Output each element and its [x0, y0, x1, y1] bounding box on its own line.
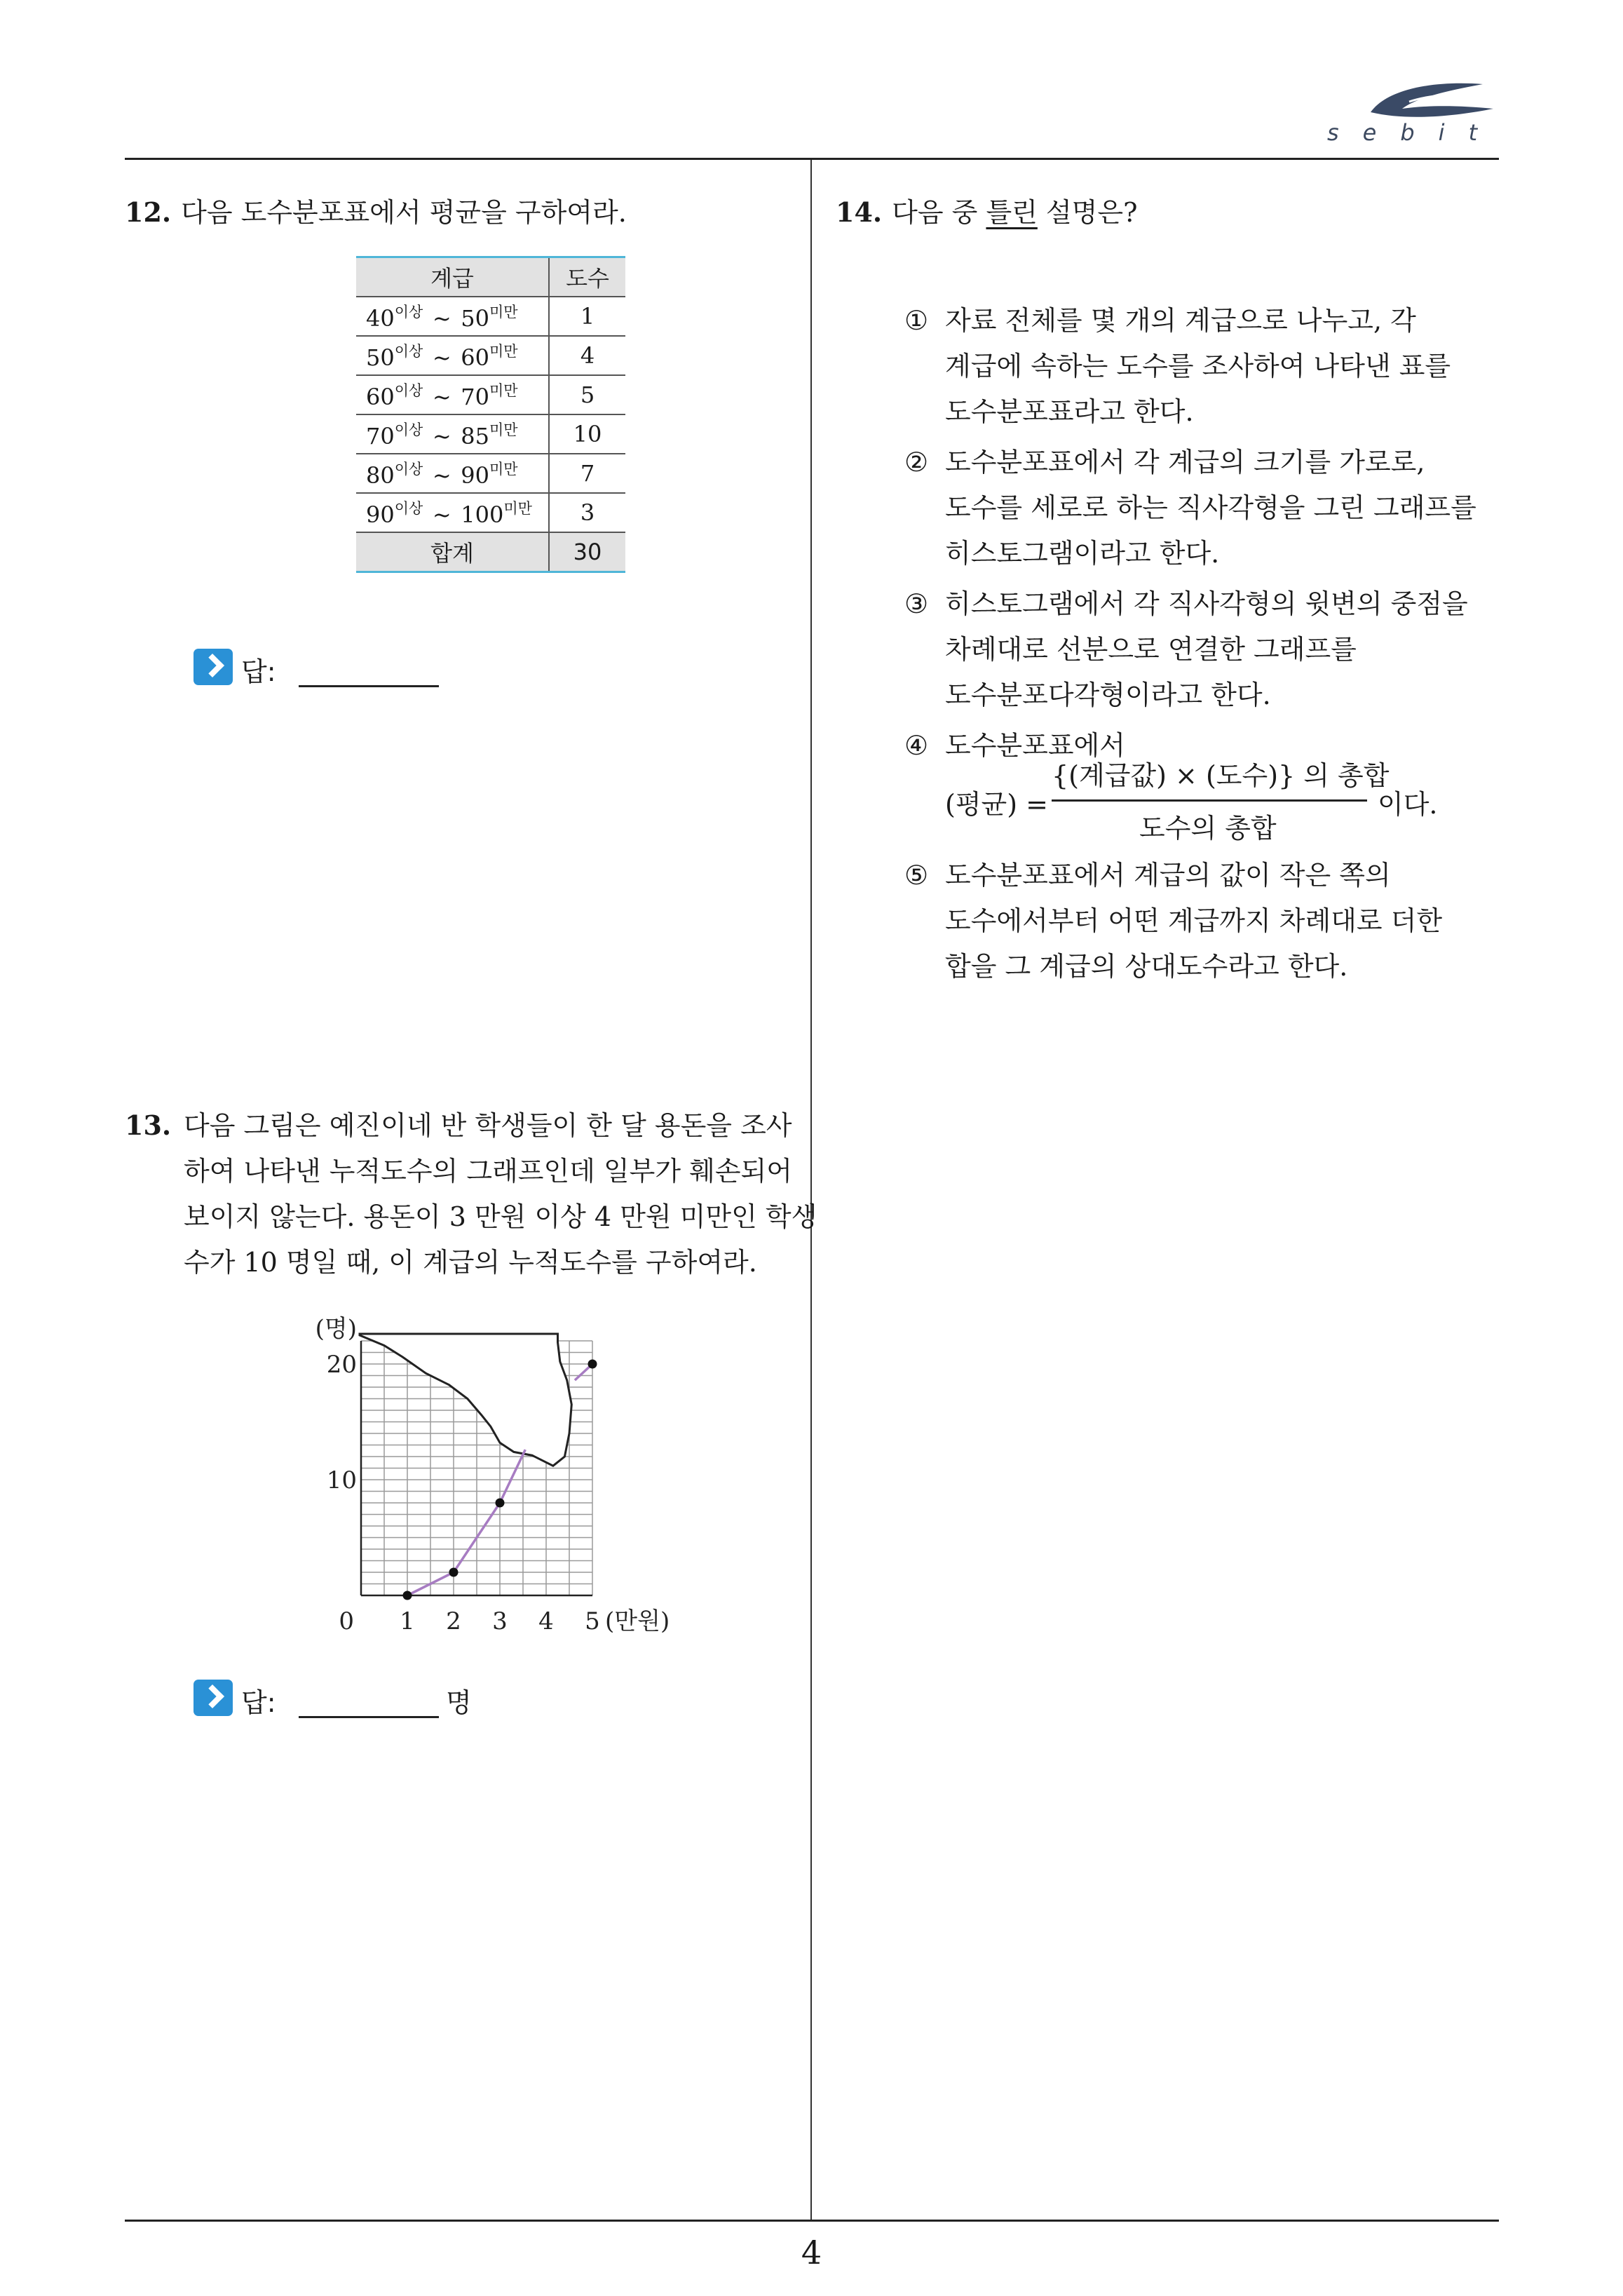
option-3: ③ 히스토그램에서 각 직사각형의 윗변의 중점을: [904, 588, 1468, 619]
q12-answer-label: 답:: [241, 656, 276, 687]
q14-underlined-word: 틀린: [986, 197, 1038, 228]
torn-edge: [360, 1334, 571, 1466]
table-row: $70^{이상}$ ~ $85^{미만}$ 10: [356, 414, 625, 454]
cumulative-frequency-graph: [294, 1301, 687, 1652]
option-2-line: 도수를 세로로 하는 직사각형을 그린 그래프를: [945, 492, 1476, 523]
q13-line: 보이지 않는다. 용돈이 3 만원 이상 4 만원 미만인 학생: [184, 1201, 817, 1232]
table-row: $40^{이상}$ ~ $50^{미만}$ 1: [356, 297, 625, 336]
page-number: 4: [801, 2234, 822, 2271]
option-5-line: 도수에서부터 어떤 계급까지 차례대로 더한: [945, 905, 1443, 936]
q12-text: 다음 도수분포표에서 평균을 구하여라.: [181, 197, 627, 228]
q12-answer-blank[interactable]: [299, 685, 439, 687]
y-axis-label: (명): [315, 1315, 357, 1343]
data-point: [588, 1360, 597, 1369]
q13-answer-blank[interactable]: [299, 1716, 439, 1718]
formula-lhs: (평균) =: [945, 789, 1048, 820]
option-2: ② 도수분포표에서 각 계급의 크기를 가로로,: [904, 447, 1425, 478]
frequency-table: [356, 256, 625, 573]
table-total-row: [356, 532, 625, 572]
option-1-line: 도수분포표라고 한다.: [945, 396, 1194, 427]
formula-rhs: 이다.: [1378, 789, 1438, 820]
freq-cell: 4: [549, 336, 625, 375]
x-tick-label: 2: [446, 1607, 461, 1635]
formula-bar: [1052, 799, 1367, 802]
q13-number-wrap: [125, 1108, 181, 1143]
header-class: 계급: [356, 257, 549, 297]
option-3-line: 도수분포다각형이라고 한다.: [945, 680, 1271, 710]
x-tick-label: 1: [400, 1607, 415, 1635]
q14-title: [836, 195, 1137, 230]
q13-answer-unit: 명: [446, 1687, 472, 1718]
freq-cell: 7: [549, 454, 625, 493]
option-2-line: 히스토그램이라고 한다.: [945, 538, 1220, 569]
option-3-line: 차례대로 선분으로 연결한 그래프를: [945, 634, 1357, 665]
y-tick-label: 10: [326, 1466, 357, 1494]
column-divider: [810, 160, 812, 2220]
q13-line: 하여 나타낸 누적도수의 그래프인데 일부가 훼손되어: [184, 1156, 792, 1187]
table-header-row: [356, 257, 625, 297]
data-point: [449, 1568, 459, 1577]
q13-number: 13.: [125, 1109, 172, 1141]
header-frequency: 도수: [549, 257, 625, 297]
option-4: ④ 도수분포표에서: [904, 730, 1125, 761]
freq-cell: 10: [549, 414, 625, 454]
footer-rule: [125, 2220, 1499, 2222]
y-tick-label: 20: [326, 1351, 357, 1379]
q14-text-before: 다음 중: [892, 197, 978, 228]
logo-text: sebit: [1327, 119, 1502, 146]
answer-arrow-icon: [193, 649, 233, 685]
formula-numerator: {(계급값) × (도수)} 의 총합: [1052, 760, 1390, 791]
q14-text-after: 설명은?: [1045, 197, 1138, 228]
x-tick-label: 4: [538, 1607, 554, 1635]
q13-line: 다음 그림은 예진이네 반 학생들이 한 달 용돈을 조사: [184, 1110, 792, 1141]
q13-line: 수가 10 명일 때, 이 계급의 누적도수를 구하여라.: [184, 1247, 757, 1278]
answer-arrow-icon: [193, 1680, 233, 1716]
x-axis-label: (만원): [605, 1607, 670, 1635]
x-tick-label: 5: [585, 1607, 600, 1635]
data-point: [496, 1499, 505, 1508]
total-value: 30: [549, 532, 625, 572]
header-rule: [125, 158, 1499, 160]
q14-number: 14.: [836, 196, 883, 228]
data-point: [403, 1591, 412, 1600]
option-1-line: 계급에 속하는 도수를 조사하여 나타낸 표를: [945, 351, 1451, 381]
series-line: [407, 1450, 525, 1595]
formula-denominator: 도수의 총합: [1139, 813, 1277, 844]
q13-answer-label: 답:: [241, 1687, 276, 1718]
freq-cell: 3: [549, 493, 625, 532]
table-row: $60^{이상}$ ~ $70^{미만}$ 5: [356, 375, 625, 414]
origin-label: 0: [339, 1607, 354, 1635]
total-label: 합계: [356, 532, 549, 572]
q12-title: [125, 195, 627, 230]
freq-cell: 5: [549, 375, 625, 414]
table-row: $90^{이상}$ ~ $100^{미만}$ 3: [356, 493, 625, 532]
table-row: $50^{이상}$ ~ $60^{미만}$ 4: [356, 336, 625, 375]
x-tick-label: 3: [492, 1607, 508, 1635]
freq-cell: 1: [549, 297, 625, 336]
option-1: ① 자료 전체를 몇 개의 계급으로 나누고, 각: [904, 305, 1416, 336]
option-5-line: 합을 그 계급의 상대도수라고 한다.: [945, 951, 1348, 982]
option-5: ⑤ 도수분포표에서 계급의 값이 작은 쪽의: [904, 860, 1391, 891]
q12-number: 12.: [125, 196, 172, 228]
table-row: $80^{이상}$ ~ $90^{미만}$ 7: [356, 454, 625, 493]
